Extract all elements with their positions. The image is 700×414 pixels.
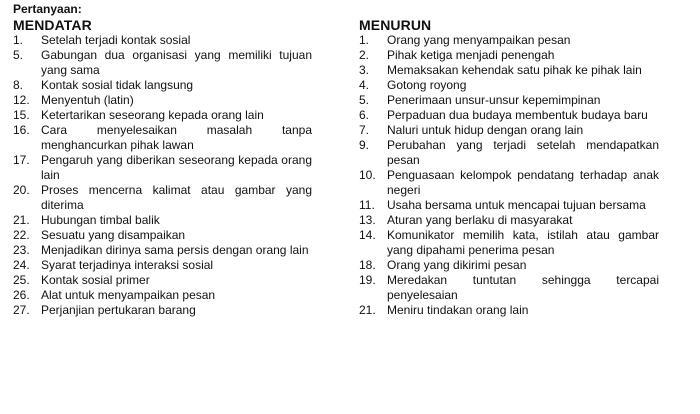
clue-number: 25.: [13, 273, 30, 287]
clue-text: Aturan yang berlaku di masyarakat: [387, 213, 573, 227]
column-menurun: [359, 17, 659, 318]
clue-number: 10.: [359, 168, 376, 182]
clue-text: Perpaduan dua budaya membentuk budaya baru: [387, 108, 648, 122]
clue-text: Ketertarikan seseorang kepada orang lain: [41, 108, 264, 122]
clue-number: 15.: [13, 108, 30, 122]
clue-text: Pihak ketiga menjadi penengah: [387, 48, 555, 62]
list-item: [359, 33, 659, 48]
clue-text: Komunikator memilih kata, istilah atau gambar yang dipahami penerima pesan: [387, 228, 659, 257]
clue-number: 11.: [359, 198, 375, 212]
clue-text: Perubahan yang terjadi setelah mendapatkan pesan: [387, 138, 659, 167]
clue-text: Menyentuh (latin): [41, 93, 134, 107]
clue-text: Orang yang menyampaikan pesan: [387, 33, 571, 47]
clue-text: Kontak sosial primer: [41, 273, 150, 287]
clue-list: [359, 33, 659, 318]
clue-number: 24.: [13, 258, 30, 272]
list-item: [13, 273, 312, 288]
clue-text: Sesuatu yang disampaikan: [41, 228, 186, 242]
list-item: [13, 243, 312, 258]
clue-number: 3.: [359, 63, 370, 77]
clue-number: 17.: [13, 153, 30, 167]
clue-number: 16.: [13, 123, 30, 137]
clue-number: 5.: [359, 93, 370, 107]
clue-number: 22.: [13, 228, 30, 242]
list-item: [359, 258, 659, 273]
clue-number: 21.: [13, 213, 30, 227]
clue-number: 7.: [359, 123, 370, 137]
clue-text: Penerimaan unsur-unsur kepemimpinan: [387, 93, 601, 107]
list-item: [359, 108, 659, 123]
clue-number: 27.: [13, 303, 30, 317]
clue-text: Naluri untuk hidup dengan orang lain: [387, 123, 584, 137]
list-item: [359, 78, 659, 93]
list-item: [359, 48, 659, 63]
clue-number: 13.: [359, 213, 376, 227]
clue-text: Orang yang dikirimi pesan: [387, 258, 527, 272]
clue-number: 26.: [13, 288, 30, 302]
list-item: [359, 228, 659, 258]
list-item: [359, 138, 659, 168]
clue-text: Kontak sosial tidak langsung: [41, 78, 194, 92]
clue-number: 1.: [359, 33, 370, 47]
list-item: [13, 288, 312, 303]
list-item: [13, 183, 312, 213]
page-heading: Pertanyaan:: [13, 2, 82, 16]
clue-text: Gabungan dua organisasi yang memiliki tujuan yang sama: [41, 48, 312, 77]
clue-text: Menjadikan dirinya sama persis dengan orang lain: [41, 243, 309, 257]
list-item: [13, 258, 312, 273]
list-item: [359, 63, 659, 78]
clue-text: Cara menyelesaikan masalah tanpa menghancurkan pihak lawan: [41, 123, 312, 152]
clue-number: 18.: [359, 258, 376, 272]
list-item: [359, 198, 659, 213]
list-item: [13, 78, 312, 93]
clue-text: Proses mencerna kalimat atau gambar yang diterima: [41, 183, 312, 212]
clue-text: Alat untuk menyampaikan pesan: [41, 288, 216, 302]
clue-text: Setelah terjadi kontak sosial: [41, 33, 191, 47]
list-item: [359, 303, 659, 318]
clue-text: Pengaruh yang diberikan seseorang kepada orang lain: [41, 153, 312, 182]
list-item: [13, 48, 312, 78]
clue-number: 2.: [359, 48, 370, 62]
clue-text: Penguasaan kelompok pendatang terhadap anak negeri: [387, 168, 659, 197]
list-item: [13, 228, 312, 243]
clue-number: 23.: [13, 243, 30, 257]
list-item: [13, 33, 312, 48]
list-item: [13, 93, 312, 108]
clue-number: 12.: [13, 93, 30, 107]
clue-number: 21.: [359, 303, 376, 317]
clue-text: Syarat terjadinya interaksi sosial: [41, 258, 214, 272]
list-item: [13, 108, 312, 123]
list-item: [359, 93, 659, 108]
clue-text: Memaksakan kehendak satu pihak ke pihak lain: [387, 63, 642, 77]
clue-number: 1.: [13, 33, 24, 47]
column-mendatar: [13, 17, 312, 318]
list-item: [359, 213, 659, 228]
clue-number: 20.: [13, 183, 30, 197]
clue-number: 5.: [13, 48, 24, 62]
clue-text: Perjanjian pertukaran barang: [41, 303, 196, 317]
clue-number: 9.: [359, 138, 370, 152]
clue-text: Hubungan timbal balik: [41, 213, 160, 227]
list-item: [359, 273, 659, 303]
list-item: [13, 303, 312, 318]
clue-text: Gotong royong: [387, 78, 467, 92]
clue-number: 8.: [13, 78, 24, 92]
clue-number: 14.: [359, 228, 376, 242]
list-item: [359, 123, 659, 138]
clue-list: [13, 33, 312, 318]
column-title: MENDATAR: [13, 17, 92, 33]
clue-number: 4.: [359, 78, 370, 92]
clue-text: Usaha bersama untuk mencapai tujuan bersama: [387, 198, 646, 212]
list-item: [359, 168, 659, 198]
list-item: [13, 153, 312, 183]
clue-text: Meniru tindakan orang lain: [387, 303, 529, 317]
column-title: MENURUN: [359, 17, 432, 33]
list-item: [13, 123, 312, 153]
clue-number: 19.: [359, 273, 376, 287]
list-item: [13, 213, 312, 228]
clue-text: Meredakan tuntutan sehingga tercapai penyelesaian: [387, 273, 659, 302]
clue-number: 6.: [359, 108, 370, 122]
